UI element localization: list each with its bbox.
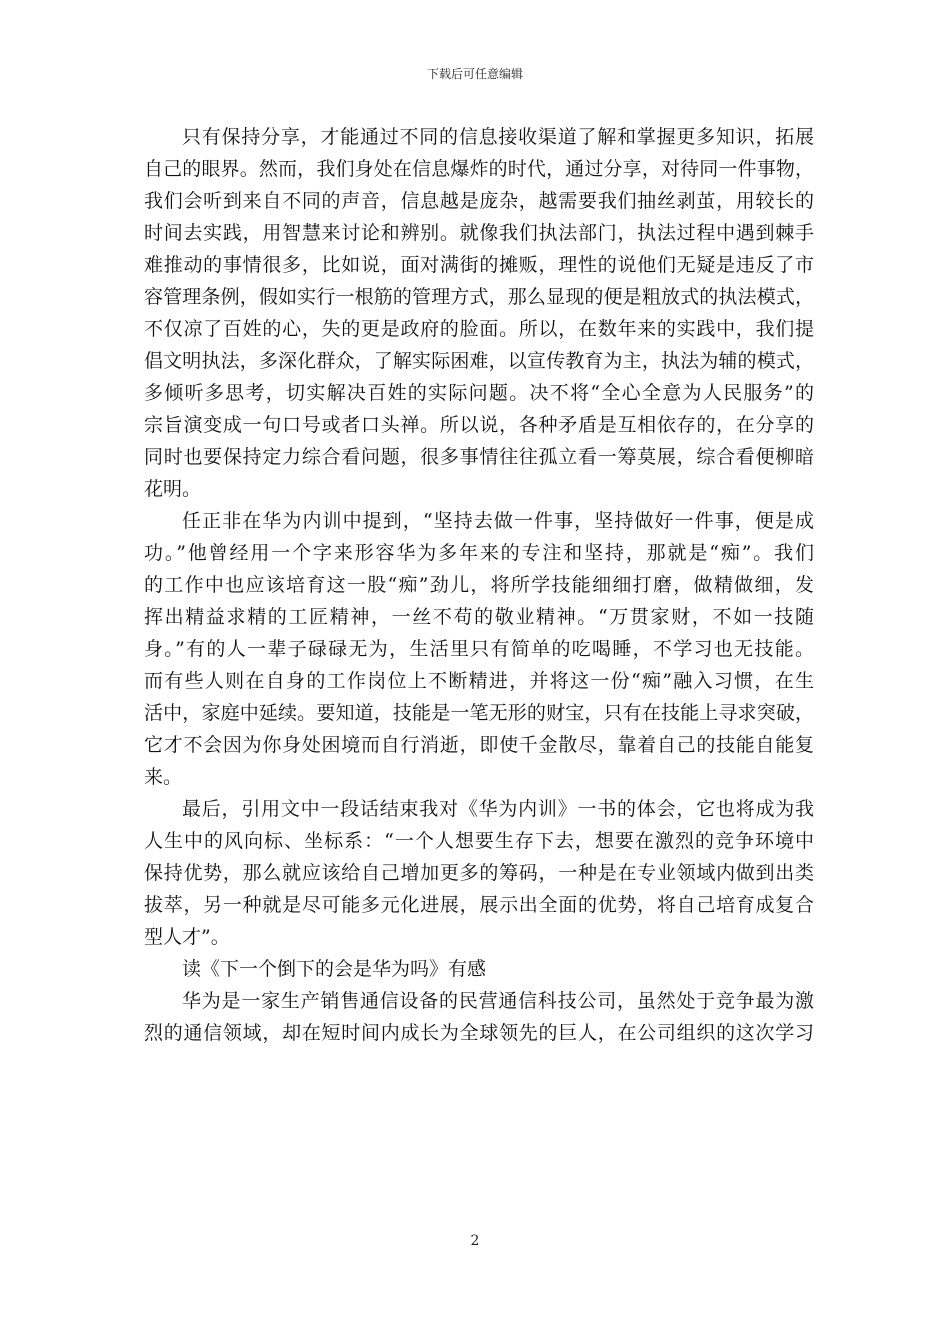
text-line: 花明。 [144,478,202,500]
text-line: 容管理条例，假如实行一根筋的管理方式，那么显现的便是粗放式的执法模式， [144,286,814,308]
text-line: 烈的通信领域，却在短时间内成长为全球领先的巨人，在公司组织的这次学习 [144,1022,814,1044]
text-line: 倡文明执法，多深化群众，了解实际困难，以宣传教育为主，执法为辅的模式， [144,350,814,372]
text-line: 保持优势，那么就应该给自己增加更多的筹码，一种是在专业领域内做到出类 [144,862,814,884]
text-line: 人生中的风向标、坐标系：“一个人想要生存下去，想要在激烈的竞争环境中 [144,830,814,852]
text-line: 我们会听到来自不同的声音，信息越是庞杂，越需要我们抽丝剥茧，用较长的 [144,190,814,212]
text-line: 活中，家庭中延续。要知道，技能是一笔无形的财宝，只有在技能上寻求突破， [144,702,814,724]
document-body [144,121,814,1049]
text-line: 多倾听多思考，切实解决百姓的实际问题。决不将“全心全意为人民服务”的 [144,382,814,404]
text-line: 只有保持分享，才能通过不同的信息接收渠道了解和掌握更多知识，拓展 [182,126,814,148]
text-line: 挥出精益求精的工匠精神，一丝不苟的敬业精神。“万贯家财，不如一技随 [144,606,814,628]
text-line: 自己的眼界。然而，我们身处在信息爆炸的时代，通过分享，对待同一件事物， [144,158,814,180]
text-line: 不仅凉了百姓的心，失的更是政府的脸面。所以，在数年来的实践中，我们提 [144,318,814,340]
text-line: 型人才”。 [144,926,230,948]
text-line: 功。”他曾经用一个字来形容华为多年来的专注和坚持，那就是“痴”。我们 [144,542,814,564]
page-number: 2 [470,1233,480,1249]
page-header: 下载后可任意编辑 [426,67,523,81]
text-line: 而有些人则在自身的工作岗位上不断精进，并将这一份“痴”融入习惯，在生 [144,670,814,692]
section-heading: 读《下一个倒下的会是华为吗》有感 [182,958,487,980]
text-line: 它才不会因为你身处困境而自行消逝，即使千金散尽，靠着自己的技能自能复 [144,734,814,756]
text-line: 同时也要保持定力综合看问题，很多事情往往孤立看一筹莫展，综合看便柳暗 [144,446,814,468]
text-line: 难推动的事情很多，比如说，面对满街的摊贩，理性的说他们无疑是违反了市 [144,254,814,276]
text-line: 宗旨演变成一句口号或者口头禅。所以说，各种矛盾是互相依存的，在分享的 [144,414,814,436]
text-line: 华为是一家生产销售通信设备的民营通信科技公司，虽然处于竞争最为激 [182,990,814,1012]
text-line: 最后，引用文中一段话结束我对《华为内训》一书的体会，它也将成为我 [182,798,814,820]
text-line: 身。”有的人一辈子碌碌无为，生活里只有简单的吃喝睡，不学习也无技能。 [144,638,814,660]
text-line: 任正非在华为内训中提到，“坚持去做一件事，坚持做好一件事，便是成 [182,510,814,532]
text-line: 来。 [144,766,183,788]
text-line: 的工作中也应该培育这一股“痴”劲儿，将所学技能细细打磨，做精做细，发 [144,574,814,596]
text-line: 时间去实践，用智慧来讨论和辨别。就像我们执法部门，执法过程中遇到棘手 [144,222,814,244]
text-line: 拔萃，另一种就是尽可能多元化进展，展示出全面的优势，将自己培育成复合 [144,894,814,916]
